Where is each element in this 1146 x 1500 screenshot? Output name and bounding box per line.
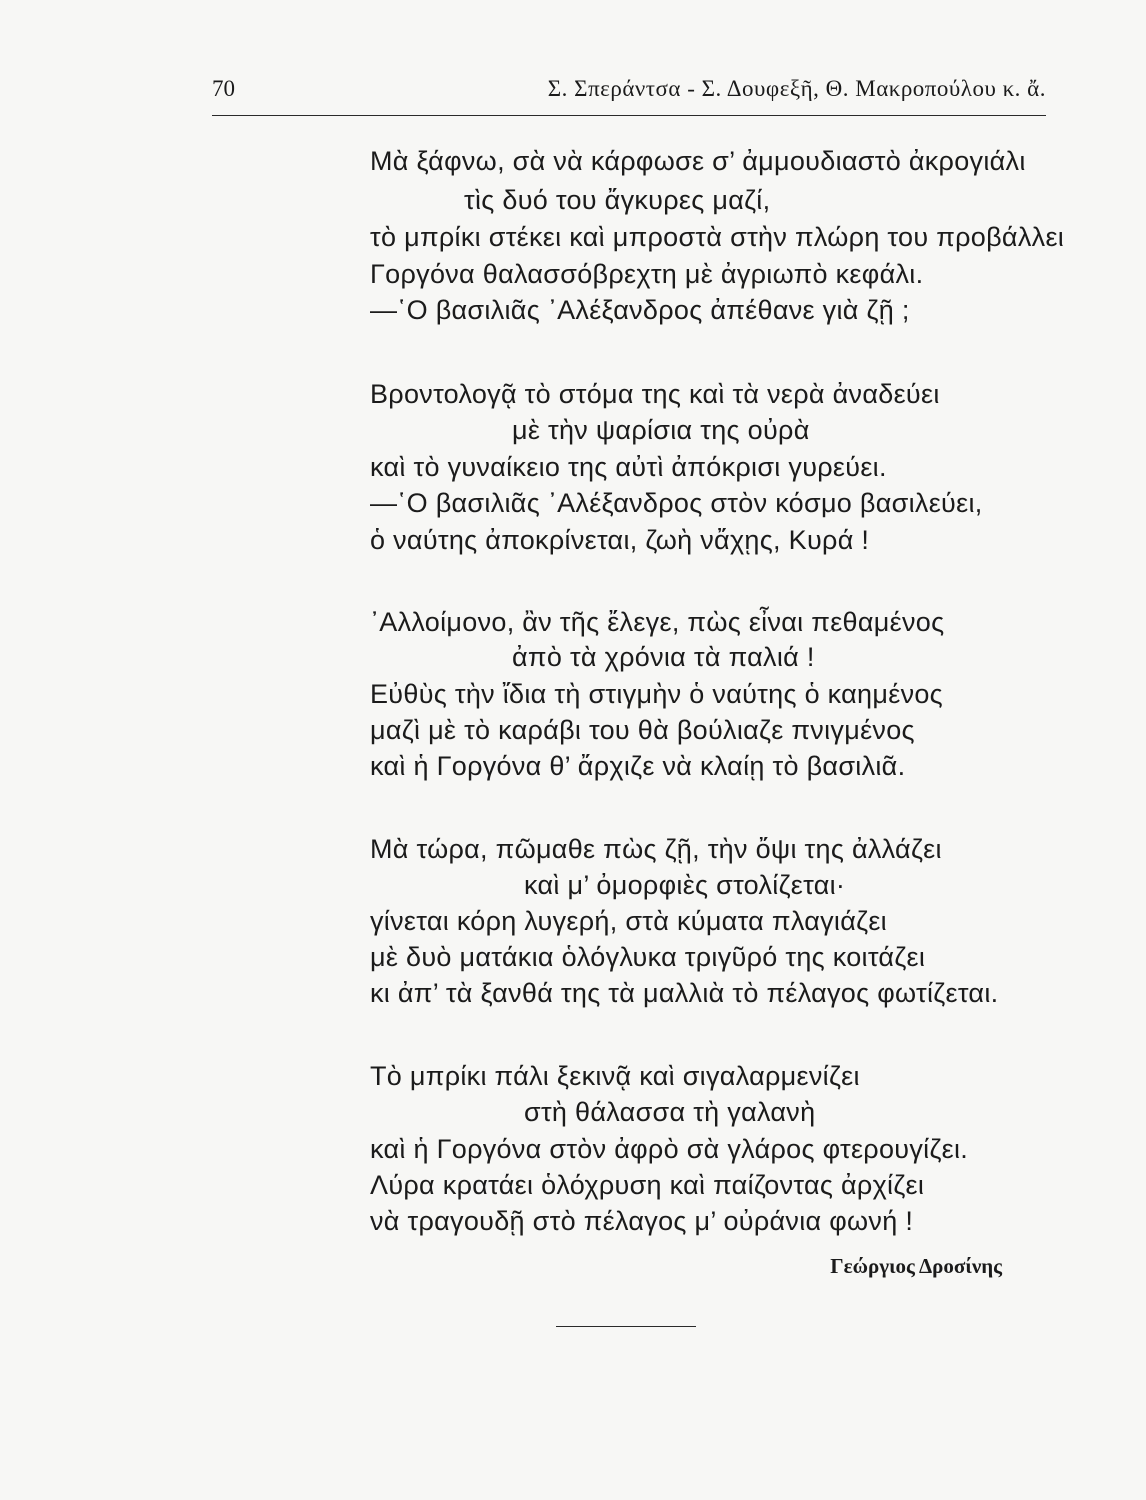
verse-line: Εὐθὺς τὴν ἴδια τὴ στιγμὴν ὁ ναύτης ὁ καημένος [370, 679, 943, 709]
verse-line: τὸ μπρίκι στέκει καὶ μπροστὰ στὴν πλώρη του προβάλλει [370, 222, 1065, 252]
verse-line: γίνεται κόρη λυγερή, στὰ κύματα πλαγιάζει [370, 906, 887, 936]
verse-line: καὶ ἡ Γοργόνα θ’ ἄρχιζε νὰ κλαίῃ τὸ βασιλιᾶ. [370, 751, 906, 781]
verse-line: μὲ τὴν ψαρίσια της οὐρὰ [512, 415, 810, 445]
verse-line: ᾿Αλλοίμονο, ἂν τῆς ἔλεγε, πὼς εἶναι πεθαμένος [370, 607, 945, 637]
poem-author: Γεώργιος Δροσίνης [830, 1254, 1002, 1278]
running-head: Σ. Σπεράντσα - Σ. Δουφεξῆ, Θ. Μακροπούλου κ. ἄ. [547, 76, 1046, 101]
verse-line: Τὸ μπρίκι πάλι ξεκινᾷ καὶ σιγαλαρμενίζει [370, 1061, 860, 1091]
verse-line: μὲ δυὸ ματάκια ὁλόγλυκα τριγῦρό της κοιτάζει [370, 942, 926, 972]
verse-line: καὶ μ’ ὀμορφιὲς στολίζεται· [524, 870, 846, 900]
header-rule [212, 115, 1046, 116]
verse-line: νὰ τραγουδῇ στὸ πέλαγος μ’ οὐράνια φωνή ! [370, 1206, 914, 1236]
verse-line: καὶ ἡ Γοργόνα στὸν ἀφρὸ σὰ γλάρος φτερουγίζει. [370, 1134, 969, 1164]
page-number: 70 [212, 76, 235, 101]
verse-line: καὶ τὸ γυναίκειο της αὐτὶ ἀπόκρισι γυρεύει. [370, 452, 887, 482]
verse-line: Βροντολογᾷ τὸ στόμα της καὶ τὰ νερὰ ἀναδεύει [370, 379, 940, 409]
verse-line: στὴ θάλασσα τὴ γαλανὴ [524, 1097, 816, 1127]
verse-line: κι ἀπ’ τὰ ξανθά της τὰ μαλλιὰ τὸ πέλαγος φωτίζεται. [370, 978, 999, 1008]
verse-line: —῾Ο βασιλιᾶς ᾿Αλέξανδρος ἀπέθανε γιὰ ζῇ ; [370, 295, 910, 325]
verse-line: τὶς δυό του ἄγκυρες μαζί, [464, 185, 771, 215]
verse-line: Λύρα κρατάει ὁλόχρυση καὶ παίζοντας ἀρχίζει [370, 1170, 925, 1200]
verse-line: ὁ ναύτης ἀποκρίνεται, ζωὴ νἄχῃς, Κυρά ! [370, 525, 870, 555]
verse-line: Μὰ τώρα, πῶμαθε πὼς ζῇ, τὴν ὄψι της ἀλλάζει [370, 834, 942, 864]
verse-line: μαζὶ μὲ τὸ καράβι του θὰ βούλιαζε πνιγμένος [370, 715, 915, 745]
verse-line: Μὰ ξάφνω, σὰ νὰ κάρφωσε σ’ ἀμμουδιαστὸ ἀκρογιάλι [370, 146, 1026, 176]
verse-line: ἀπὸ τὰ χρόνια τὰ παλιά ! [512, 642, 815, 672]
end-rule [556, 1326, 696, 1327]
page-header [212, 76, 1046, 110]
verse-line: Γοργόνα θαλασσόβρεχτη μὲ ἀγριωπὸ κεφάλι. [370, 259, 924, 289]
verse-line: —῾Ο βασιλιᾶς ᾿Αλέξανδρος στὸν κόσμο βασιλεύει, [370, 488, 983, 518]
